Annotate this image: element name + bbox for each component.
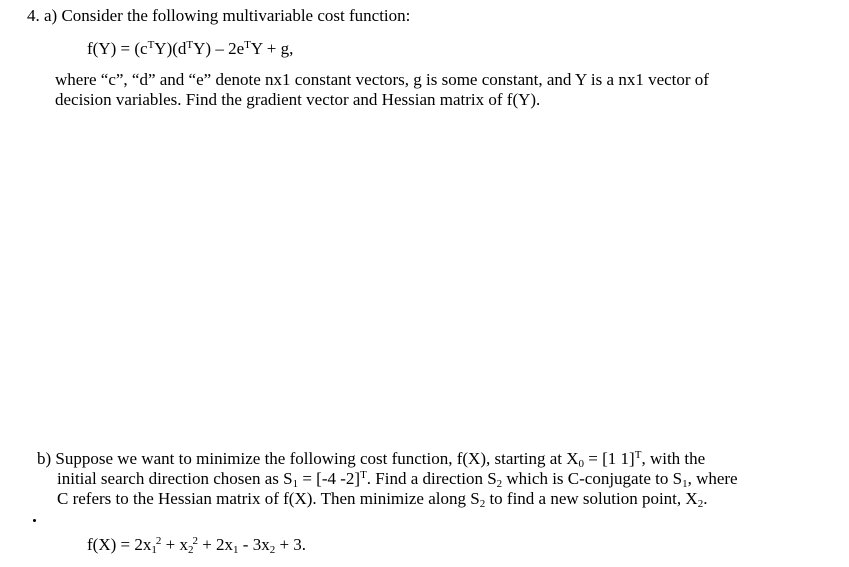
eq-b-sub-1: 1 (151, 544, 157, 556)
part-a-text-line-2: decision variables. Find the gradient vector and Hessian matrix of f(Y). (55, 90, 541, 109)
b-line1-sup-1: T (634, 449, 642, 461)
eq-b-part-1: f(X) = 2x (87, 535, 152, 554)
eq-a-part-3: Y) – 2e (193, 39, 245, 58)
eq-b-part-3: + 2x (197, 535, 234, 554)
b-line3-sub-1: 2 (479, 498, 486, 510)
b-line2-sub-3: 1 (682, 478, 688, 490)
b-line2-sub-1: 1 (292, 478, 299, 490)
cost-function-fx (87, 534, 306, 555)
eq-b-sup-1: 2 (155, 535, 162, 547)
b-line2-sup-1: T (360, 469, 367, 481)
eq-a-transpose-1: T (147, 39, 155, 51)
eq-a-part-1: f(Y) = (c (87, 39, 148, 58)
cost-function-fy (87, 38, 293, 59)
eq-a-part-4: Y + g, (250, 39, 294, 58)
eq-a-transpose-3: T (244, 39, 251, 51)
part-b-text-line-1 (37, 448, 705, 469)
eq-a-part-2: Y)(d (154, 39, 187, 58)
part-a-text-line-1: where “c”, “d” and “e” denote nx1 constant vectors, g is some constant, and Y is a nx1 vector of (55, 70, 709, 89)
bullet-dot (33, 519, 36, 522)
eq-b-sub-3: 1 (233, 544, 239, 556)
part-b-text-line-3 (57, 488, 707, 509)
eq-b-part-5: + 3. (275, 535, 307, 554)
b-line2-part-3: . Find a direction S (366, 469, 497, 488)
question-4a-heading: 4. a) Consider the following multivariable cost function: (27, 6, 411, 25)
b-line3-part-3: . (703, 489, 708, 508)
b-line2-sub-2: 2 (496, 478, 503, 490)
b-line2-part-2: = [-4 -2] (298, 469, 361, 488)
b-line2-part-1: initial search direction chosen as S (57, 469, 293, 488)
eq-b-part-4: - 3x (238, 535, 270, 554)
part-b-text-line-2 (57, 468, 738, 489)
b-line2-part-4: which is C-conjugate to S (502, 469, 683, 488)
eq-a-transpose-2: T (186, 39, 194, 51)
b-line1-part-1: b) Suppose we want to minimize the following cost function, f(X), starting at X (37, 449, 579, 468)
b-line1-part-2: = [1 1] (584, 449, 635, 468)
eq-b-sub-4: 2 (269, 544, 276, 556)
b-line1-part-3: , with the (641, 449, 706, 468)
b-line2-part-5: , where (687, 469, 738, 488)
eq-b-part-2: + x (161, 535, 188, 554)
eq-b-sup-2: 2 (192, 535, 198, 547)
b-line3-part-2: to find a new solution point, X (485, 489, 698, 508)
eq-b-sub-2: 2 (187, 544, 194, 556)
b-line3-part-1: C refers to the Hessian matrix of f(X). Then minimize along S (57, 489, 480, 508)
b-line3-sub-2: 2 (697, 498, 704, 510)
b-line1-sub-1: 0 (578, 458, 585, 470)
